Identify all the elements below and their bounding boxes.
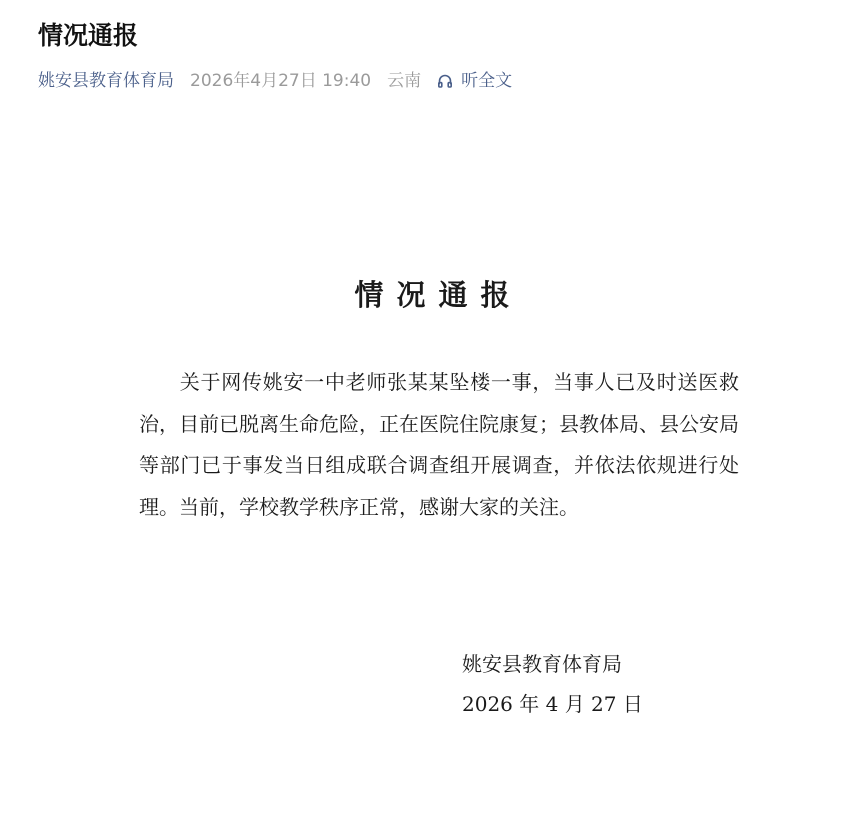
notice-signature xyxy=(462,644,643,724)
page-title: 情况通报 xyxy=(38,21,139,50)
signature-org: 姚安县教育体育局 xyxy=(462,652,622,676)
article-meta xyxy=(38,69,838,93)
notice-body-text: 关于网传姚安一中老师张某某坠楼一事，当事人已及时送医救治，目前已脱离生命危险，正在医院住院康复；县教体局、县公安局等部门已于事发当日组成联合调查组开展调查，并依法依规进行处理。当前，学校教学秩序正常，感谢大家的关注。 xyxy=(139,370,739,519)
article-header xyxy=(38,18,838,93)
listen-label: 听全文 xyxy=(461,71,513,91)
notice-title: 情况通报 xyxy=(354,278,523,312)
headphones-icon xyxy=(437,73,453,89)
publish-time: 2026年4月27日 19:40 xyxy=(190,71,372,91)
listen-full-text-button[interactable] xyxy=(437,69,512,93)
signature-date: 2026 年 4 月 27 日 xyxy=(462,692,643,716)
notice-body xyxy=(139,362,739,528)
author-link[interactable]: 姚安县教育体育局 xyxy=(38,71,174,91)
publish-location: 云南 xyxy=(387,71,422,91)
